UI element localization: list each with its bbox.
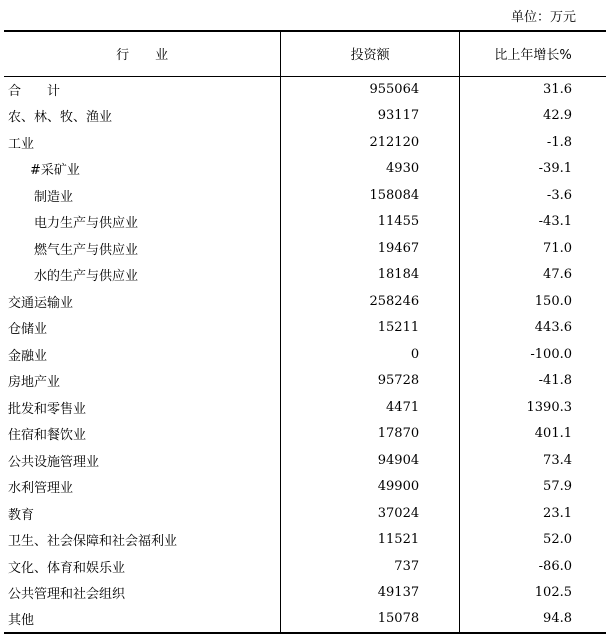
- industry-name-cell: 水利管理业: [8, 481, 74, 497]
- table-row: [4, 500, 606, 527]
- investment-value-cell: 4930: [281, 156, 460, 183]
- growth-rate-cell: -43.1: [460, 209, 606, 236]
- industry-name-cell: 公共管理和社会组织: [8, 587, 126, 603]
- growth-rate-cell: 57.9: [460, 474, 606, 501]
- investment-value-cell: 93117: [281, 103, 460, 130]
- table-row: [4, 315, 606, 342]
- table-row: [4, 553, 606, 580]
- growth-rate-cell: 150.0: [460, 288, 606, 315]
- growth-rate-cell: -39.1: [460, 156, 606, 183]
- table-body: [4, 76, 606, 633]
- unit-label: 单位：万元: [510, 10, 576, 25]
- investment-value-cell: 11521: [281, 527, 460, 554]
- growth-rate-cell: 401.1: [460, 421, 606, 448]
- investment-value-cell: 18184: [281, 262, 460, 289]
- growth-rate-cell: 102.5: [460, 580, 606, 607]
- growth-rate-cell: 1390.3: [460, 394, 606, 421]
- industry-name-cell: 金融业: [8, 348, 48, 364]
- table-row: [4, 262, 606, 289]
- investment-value-cell: 49137: [281, 580, 460, 607]
- industry-name-cell: 仓储业: [8, 322, 48, 338]
- industry-name-cell: 交通运输业: [8, 295, 74, 311]
- table-row: [4, 447, 606, 474]
- header-investment: 投资额: [281, 31, 460, 76]
- table-row: [4, 156, 606, 183]
- investment-value-cell: 37024: [281, 500, 460, 527]
- investment-value-cell: 15211: [281, 315, 460, 342]
- growth-rate-cell: 94.8: [460, 606, 606, 633]
- investment-value-cell: 737: [281, 553, 460, 580]
- table-row: [4, 129, 606, 156]
- header-growth: 比上年增长%: [460, 31, 606, 76]
- investment-value-cell: 158084: [281, 182, 460, 209]
- industry-name-cell: 公共设施管理业: [8, 454, 100, 470]
- table-row: [4, 103, 606, 130]
- table-row: [4, 368, 606, 395]
- industry-name-cell: 住宿和餐饮业: [8, 428, 87, 444]
- growth-rate-cell: 71.0: [460, 235, 606, 262]
- table-header-row: [4, 31, 606, 76]
- industry-name-cell: 燃气生产与供应业: [34, 242, 139, 258]
- table-row: [4, 421, 606, 448]
- investment-value-cell: 4471: [281, 394, 460, 421]
- growth-rate-cell: 52.0: [460, 527, 606, 554]
- industry-name-cell: 批发和零售业: [8, 401, 87, 417]
- industry-name-cell: 文化、体育和娱乐业: [8, 560, 126, 576]
- table-row: [4, 606, 606, 633]
- industry-name-cell: 工业: [8, 136, 35, 152]
- growth-rate-cell: 42.9: [460, 103, 606, 130]
- header-industry: 行 业: [4, 31, 281, 76]
- industry-name-cell: 水的生产与供应业: [34, 269, 139, 285]
- growth-rate-cell: -100.0: [460, 341, 606, 368]
- investment-value-cell: 94904: [281, 447, 460, 474]
- growth-rate-cell: -1.8: [460, 129, 606, 156]
- table-row: [4, 209, 606, 236]
- table-row: [4, 474, 606, 501]
- table-row: [4, 76, 606, 103]
- investment-value-cell: 17870: [281, 421, 460, 448]
- investment-table: [4, 30, 606, 634]
- growth-rate-cell: -3.6: [460, 182, 606, 209]
- industry-name-cell: 卫生、社会保障和社会福利业: [8, 534, 178, 550]
- investment-value-cell: 19467: [281, 235, 460, 262]
- growth-rate-cell: -41.8: [460, 368, 606, 395]
- table-row: [4, 394, 606, 421]
- table-row: [4, 341, 606, 368]
- investment-value-cell: 955064: [281, 76, 460, 103]
- table-row: [4, 235, 606, 262]
- investment-value-cell: 212120: [281, 129, 460, 156]
- growth-rate-cell: -86.0: [460, 553, 606, 580]
- table-row: [4, 580, 606, 607]
- industry-name-cell: 房地产业: [8, 375, 61, 391]
- investment-value-cell: 49900: [281, 474, 460, 501]
- table-row: [4, 182, 606, 209]
- industry-name-cell: 合 计: [8, 84, 61, 99]
- investment-value-cell: 0: [281, 341, 460, 368]
- growth-rate-cell: 31.6: [460, 76, 606, 103]
- growth-rate-cell: 47.6: [460, 262, 606, 289]
- growth-rate-cell: 23.1: [460, 500, 606, 527]
- growth-rate-cell: 73.4: [460, 447, 606, 474]
- industry-name-cell: 电力生产与供应业: [34, 216, 139, 232]
- investment-value-cell: 95728: [281, 368, 460, 395]
- table-row: [4, 527, 606, 554]
- growth-rate-cell: 443.6: [460, 315, 606, 342]
- investment-value-cell: 11455: [281, 209, 460, 236]
- investment-value-cell: 258246: [281, 288, 460, 315]
- industry-name-cell: 其他: [4, 606, 281, 633]
- industry-name-cell: #采矿业: [30, 163, 80, 179]
- industry-name-cell: 制造业: [34, 189, 74, 205]
- investment-value-cell: 15078: [281, 606, 460, 633]
- industry-name-cell: 教育: [8, 507, 35, 523]
- industry-name-cell: 农、林、牧、渔业: [8, 110, 113, 126]
- table-row: [4, 288, 606, 315]
